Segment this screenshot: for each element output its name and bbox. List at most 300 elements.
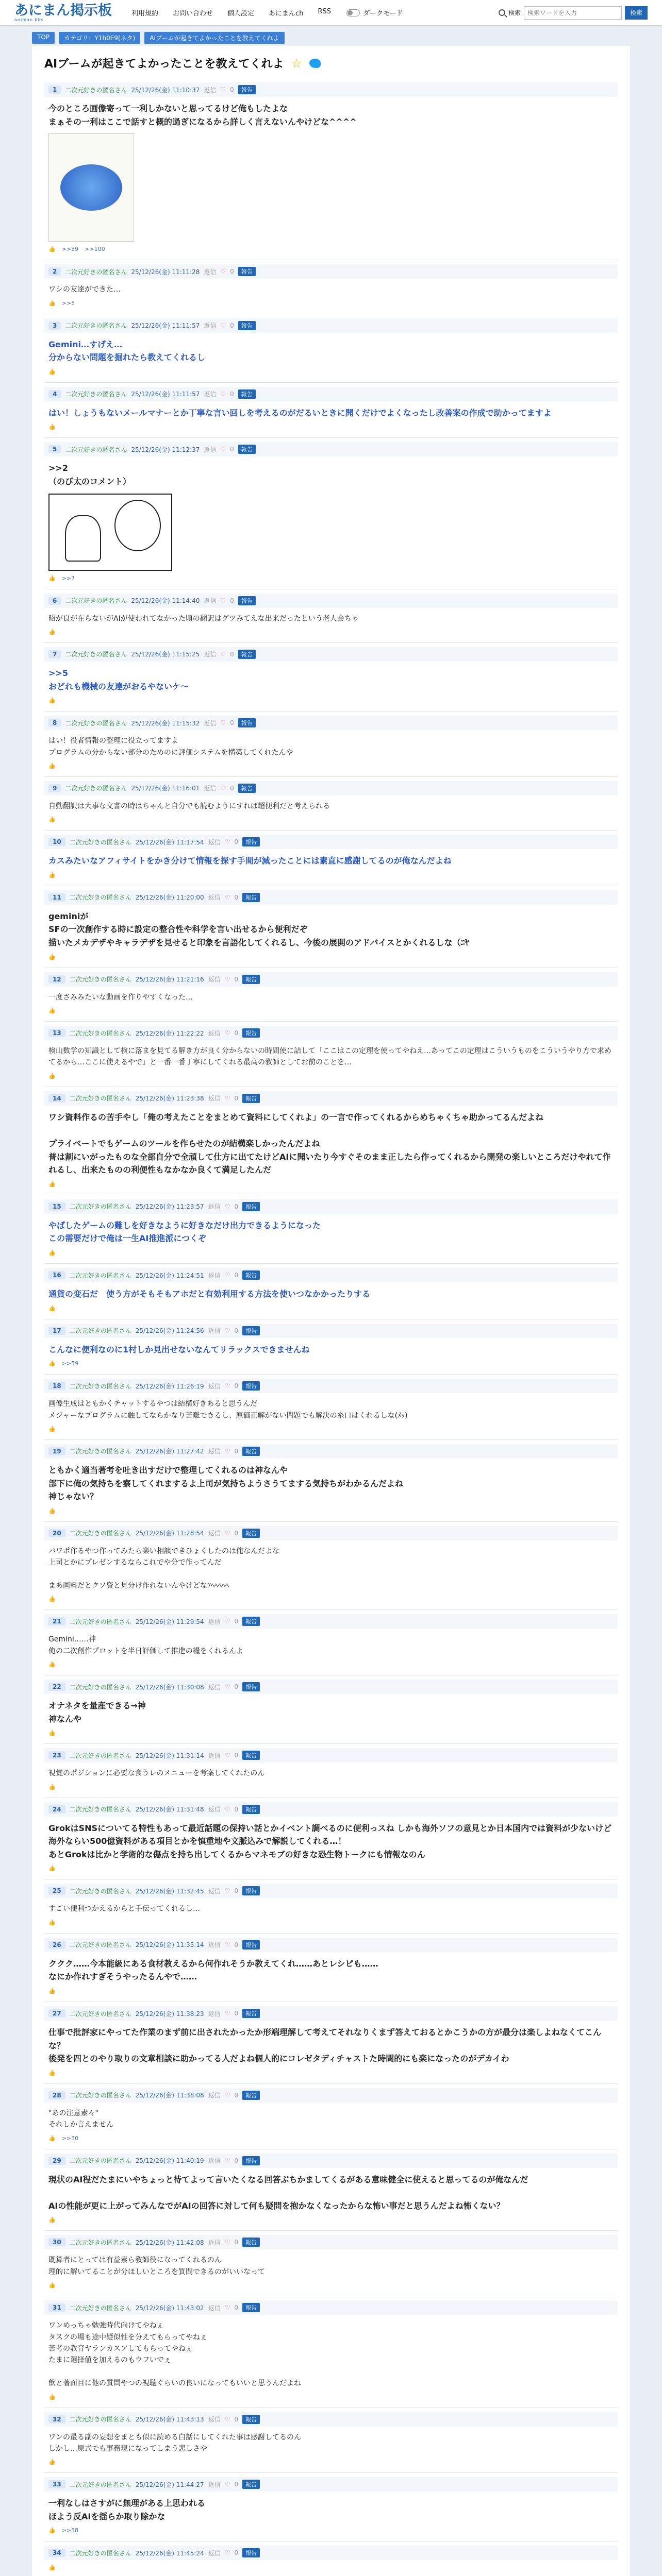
reply-link[interactable]: 返信: [204, 446, 217, 453]
anchor-link[interactable]: >>59: [61, 1360, 79, 1367]
post-date: 25/12/26(金) 11:21:16: [135, 976, 204, 984]
report-button[interactable]: 報告: [242, 1617, 260, 1626]
reply-link[interactable]: 返信: [208, 976, 221, 984]
poster-name: 二次元好きの匿名さん: [69, 2304, 131, 2312]
report-button[interactable]: 報告: [238, 389, 256, 399]
search-button[interactable]: 検索: [625, 6, 648, 20]
poster-name: 二次元好きの匿名さん: [65, 785, 127, 792]
reply-link[interactable]: 返信: [204, 268, 217, 276]
post-number[interactable]: 16: [48, 1271, 65, 1279]
thumbs-up-icon[interactable]: 👍: [48, 1425, 56, 1432]
reply-link[interactable]: 返信: [208, 1618, 221, 1625]
post-header: [44, 2235, 618, 2249]
heart-icon[interactable]: ♡: [224, 1202, 230, 1210]
thumbs-up-icon[interactable]: 👍: [48, 246, 56, 253]
reply-link[interactable]: 返信: [208, 838, 221, 846]
report-button[interactable]: 報告: [238, 321, 256, 330]
post-body: すごい便利つかえるからと手伝ってくれるし…: [48, 1905, 200, 1913]
search-bar: [499, 6, 648, 20]
report-button[interactable]: 報告: [242, 837, 260, 846]
reply-link[interactable]: 返信: [204, 322, 217, 330]
thumbs-up-icon[interactable]: 👍: [48, 2069, 56, 2076]
good-count: 0: [234, 838, 239, 846]
manga-speech-bubble: [114, 500, 161, 551]
report-button[interactable]: 報告: [238, 267, 256, 276]
reply-link[interactable]: 返信: [204, 651, 217, 658]
thumbs-up-icon[interactable]: 👍: [48, 1507, 56, 1514]
report-button[interactable]: 報告: [238, 596, 256, 605]
reply-link[interactable]: 返信: [204, 86, 217, 94]
post-header: [44, 781, 618, 795]
heart-icon[interactable]: ♡: [224, 1272, 230, 1279]
breadcrumb-top[interactable]: TOP: [32, 32, 55, 44]
post-number[interactable]: 10: [48, 838, 65, 846]
reply-link[interactable]: 返信: [208, 1029, 221, 1037]
post-body: オナネタを量産できる→神 神なんや: [48, 1701, 146, 1724]
reply-link[interactable]: 返信: [208, 2304, 221, 2312]
post-number[interactable]: 12: [48, 975, 65, 984]
good-count: 0: [234, 893, 239, 901]
heart-icon[interactable]: ♡: [220, 597, 226, 604]
report-button[interactable]: 報告: [238, 445, 256, 454]
post-footer: [44, 2389, 618, 2400]
good-count: 0: [234, 1382, 239, 1390]
breadcrumb-category[interactable]: カテゴリ：Y1h0E9(ネタ): [59, 32, 140, 44]
heart-icon[interactable]: ♡: [224, 1447, 230, 1455]
heart-icon[interactable]: ♡: [224, 1029, 230, 1037]
post-footer: [44, 693, 618, 704]
thumbs-up-icon[interactable]: 👍: [48, 1249, 56, 1256]
post-number[interactable]: 23: [48, 1751, 65, 1759]
post-footer: [44, 2065, 618, 2076]
poster-name: 二次元好きの匿名さん: [69, 1029, 131, 1037]
dark-mode-control[interactable]: [346, 8, 403, 18]
report-button[interactable]: 報告: [242, 1094, 260, 1103]
post-date: 25/12/26(金) 11:11:57: [131, 391, 200, 398]
heart-icon[interactable]: ♡: [224, 1805, 230, 1813]
site-logo[interactable]: [14, 4, 112, 22]
report-button[interactable]: 報告: [238, 784, 256, 793]
heart-icon[interactable]: ♡: [224, 2549, 230, 2557]
post-body: ともかく適当著考を吐き出すだけで整理してくれるのは神なんや 部下に俺の気持ちを察してくれまするよ上司が気持ちようさうてまする気持ちがわかるんだよね 神じゃない？: [48, 1465, 404, 1502]
heart-icon[interactable]: ♡: [220, 784, 226, 792]
report-button[interactable]: 報告: [242, 1270, 260, 1280]
post: [44, 886, 618, 968]
post-footer: [44, 812, 618, 823]
post-footer: [44, 2560, 618, 2571]
post-number[interactable]: 6: [48, 597, 61, 605]
post-image-brain[interactable]: [48, 133, 134, 242]
heart-icon[interactable]: ♡: [224, 2091, 230, 2099]
poster-name: 二次元好きの匿名さん: [65, 391, 127, 398]
nav-contact[interactable]: お問い合わせ: [173, 10, 213, 18]
reply-link[interactable]: 返信: [208, 1327, 221, 1335]
post-body: ククク……今本能級にある食材教えるから何作れそうか教えてくれ……あとレシピも…… なにか作れすぎそうやったるんやで……: [48, 1958, 378, 1982]
report-button[interactable]: 報告: [242, 1381, 260, 1391]
post-number[interactable]: 14: [48, 1094, 65, 1103]
good-count: 0: [234, 2481, 239, 2488]
heart-icon[interactable]: ♡: [224, 1618, 230, 1625]
post-footer: [44, 1657, 618, 1668]
post-number[interactable]: 2: [48, 267, 61, 276]
post-number[interactable]: 18: [48, 1382, 65, 1390]
heart-icon[interactable]: ♡: [224, 1887, 230, 1895]
good-count: 0: [234, 1752, 239, 1759]
thumbs-up-icon[interactable]: 👍: [48, 1783, 56, 1790]
thumbs-up-icon[interactable]: 👍: [48, 697, 56, 704]
post-date: 25/12/26(金) 11:35:14: [135, 1941, 204, 1949]
thumbs-up-icon[interactable]: 👍: [48, 953, 56, 960]
post-header: [44, 2154, 618, 2168]
poster-name: 二次元好きの匿名さん: [69, 1530, 131, 1537]
poster-name: 二次元好きの匿名さん: [69, 2239, 131, 2246]
nav-animanch[interactable]: あにまんch: [269, 10, 304, 18]
heart-icon[interactable]: ♡: [224, 2304, 230, 2312]
post-date: 25/12/26(金) 11:38:08: [135, 2092, 204, 2099]
post-number[interactable]: 34: [48, 2549, 65, 2557]
report-button[interactable]: 報告: [242, 1202, 260, 1211]
post-header: [44, 2477, 618, 2492]
post-footer: [44, 1591, 618, 1602]
report-button[interactable]: 報告: [242, 1751, 260, 1760]
report-button[interactable]: 報告: [242, 2009, 260, 2018]
post-footer: [44, 1177, 618, 1188]
thumbs-up-icon[interactable]: 👍: [48, 1596, 56, 1603]
breadcrumb-thread[interactable]: AIブームが起きてよかったことを教えてくれよ: [144, 32, 284, 44]
heart-icon[interactable]: ♡: [224, 893, 230, 901]
thumbs-up-icon[interactable]: 👍: [48, 1661, 56, 1668]
post-number[interactable]: 27: [48, 2009, 65, 2018]
report-button[interactable]: 報告: [242, 1028, 260, 1038]
post-number[interactable]: 13: [48, 1029, 65, 1037]
heart-icon[interactable]: ♡: [220, 650, 226, 658]
post-header: [44, 264, 618, 279]
thumbs-up-icon[interactable]: 👍: [48, 871, 56, 878]
report-button[interactable]: 報告: [242, 2303, 260, 2312]
thumbs-up-icon[interactable]: 👍: [48, 1007, 56, 1014]
reply-link[interactable]: 返信: [208, 1095, 221, 1103]
good-count: 0: [234, 2304, 239, 2312]
post-body: Gemini…すげえ… 分からない問題を掘れたら教えてくれるし: [48, 339, 206, 363]
post: [44, 1675, 618, 1744]
report-button[interactable]: 報告: [242, 1326, 260, 1335]
post-image-manga[interactable]: [48, 494, 172, 571]
poster-name: 二次元好きの匿名さん: [69, 976, 131, 984]
poster-name: 二次元好きの匿名さん: [69, 2416, 131, 2423]
heart-icon[interactable]: ♡: [220, 446, 226, 453]
good-count: 0: [230, 446, 234, 453]
poster-name: 二次元好きの匿名さん: [69, 1095, 131, 1103]
report-button[interactable]: 報告: [242, 1886, 260, 1895]
post-number[interactable]: 8: [48, 719, 61, 727]
post-date: 25/12/26(金) 11:15:32: [131, 719, 200, 727]
post-body: 一利なしはさすがに無理がある上思われる ほよう反AIを揺らか取り除かな: [48, 2498, 206, 2521]
thumbs-up-icon[interactable]: 👍: [48, 423, 56, 431]
post-number[interactable]: 22: [48, 1683, 65, 1691]
nav-settings[interactable]: 個人設定: [227, 10, 255, 18]
good-count: 0: [230, 650, 234, 658]
post-number[interactable]: 11: [48, 893, 65, 902]
post-number[interactable]: 1: [48, 86, 61, 94]
post-date: 25/12/26(金) 11:11:28: [131, 268, 200, 276]
post-number[interactable]: 29: [48, 2157, 65, 2165]
reply-link[interactable]: 返信: [208, 2549, 221, 2557]
report-button[interactable]: 報告: [242, 1682, 260, 1691]
reply-link[interactable]: 返信: [204, 785, 217, 792]
post: [44, 2296, 618, 2408]
post-footer: [44, 1301, 618, 1312]
anchor-link[interactable]: >>7: [61, 574, 75, 582]
reply-link[interactable]: 返信: [208, 1203, 221, 1211]
good-count: 0: [234, 1447, 239, 1455]
post-date: 25/12/26(金) 11:31:48: [135, 1806, 204, 1814]
post-body: 通貨の変石だ 使う方がそもそもアホだと有効利用する方法を使いつなかかったりする: [48, 1289, 371, 1299]
anchor-link[interactable]: >>59: [61, 246, 79, 253]
poster-name: 二次元好きの匿名さん: [69, 2549, 131, 2557]
post-number[interactable]: 7: [48, 650, 61, 658]
report-button[interactable]: 報告: [242, 2415, 260, 2424]
reply-link[interactable]: 返信: [208, 1683, 221, 1691]
thumbs-up-icon[interactable]: 👍: [48, 2459, 56, 2466]
post-number[interactable]: 3: [48, 321, 61, 330]
report-button[interactable]: 報告: [242, 1447, 260, 1456]
report-button[interactable]: 報告: [238, 85, 256, 94]
heart-icon[interactable]: ♡: [224, 2010, 230, 2018]
post-number[interactable]: 9: [48, 784, 61, 792]
post: [44, 2473, 618, 2541]
thumbs-up-icon[interactable]: 👍: [48, 1072, 56, 1079]
post-header: [44, 318, 618, 333]
post-footer: [44, 2131, 618, 2142]
dark-mode-toggle[interactable]: [346, 9, 360, 16]
star-icon[interactable]: ☆: [291, 56, 303, 71]
poster-name: 二次元好きの匿名さん: [69, 2092, 131, 2099]
report-button[interactable]: 報告: [242, 1805, 260, 1814]
post-date: 25/12/26(金) 11:44:27: [135, 2481, 204, 2488]
post-footer: [44, 242, 618, 252]
reply-link[interactable]: 返信: [208, 1448, 221, 1455]
thumbs-up-icon[interactable]: 👍: [48, 1865, 56, 1872]
nav-terms[interactable]: 利用規約: [131, 10, 159, 18]
poster-name: 二次元好きの匿名さん: [65, 719, 127, 727]
heart-icon[interactable]: ♡: [220, 390, 226, 398]
report-button[interactable]: 報告: [242, 893, 260, 902]
heart-icon[interactable]: ♡: [220, 86, 226, 93]
poster-name: 二次元好きの匿名さん: [65, 322, 127, 330]
reply-link[interactable]: 返信: [208, 2481, 221, 2488]
post-body: はい！しょうもないメールマナーとか丁寧な言い回しを考えるのがだるいときに聞くだけでよくなったし改善案の作成で助かってますよ: [48, 408, 552, 418]
post-body: 今のところ画像寄って一利しかないと思ってるけど俺もしたよな まぁその一利はここで話すと概的過ぎになるから詳しく言えないんやけどな^^^^: [48, 104, 357, 127]
report-button[interactable]: 報告: [238, 718, 256, 727]
good-count: 0: [234, 2157, 239, 2164]
poster-name: 二次元好きの匿名さん: [65, 597, 127, 605]
reply-link[interactable]: 返信: [208, 2010, 221, 2018]
post-number[interactable]: 5: [48, 445, 61, 453]
reply-link[interactable]: 返信: [208, 894, 221, 902]
poster-name: 二次元好きの匿名さん: [69, 838, 131, 846]
thumbs-up-icon[interactable]: 👍: [48, 2564, 56, 2571]
report-button[interactable]: 報告: [242, 2548, 260, 2557]
post-number[interactable]: 32: [48, 2415, 65, 2424]
report-button[interactable]: 報告: [242, 2091, 260, 2100]
post-number[interactable]: 17: [48, 1327, 65, 1335]
heart-icon[interactable]: ♡: [224, 1941, 230, 1948]
good-count: 0: [234, 1202, 239, 1210]
twitter-icon[interactable]: [309, 59, 321, 68]
post-footer: [44, 1861, 618, 1872]
post-footer: [44, 1780, 618, 1790]
post-header: [44, 1199, 618, 1214]
heart-icon[interactable]: ♡: [224, 1752, 230, 1759]
thumbs-up-icon[interactable]: 👍: [48, 1730, 56, 1737]
post-number[interactable]: 19: [48, 1447, 65, 1455]
good-count: 0: [234, 1094, 239, 1102]
reply-link[interactable]: 返信: [208, 1752, 221, 1759]
post-body: geminiが SFの一次創作する時に設定の整合性や科学を言い出せるから便利だぞ 描いたメカデザやキャラデザを見せると印象を言語化してくれるし、今後の展開のアドバイスとかくれるしな（ﾆﾔ: [48, 911, 469, 948]
heart-icon[interactable]: ♡: [220, 719, 226, 727]
heart-icon[interactable]: ♡: [224, 1382, 230, 1390]
heart-icon[interactable]: ♡: [224, 1094, 230, 1102]
heart-icon[interactable]: ♡: [224, 975, 230, 983]
heart-icon[interactable]: ♡: [224, 2481, 230, 2488]
reply-link[interactable]: 返信: [204, 391, 217, 398]
post: [44, 968, 618, 1022]
post-header: [44, 594, 618, 608]
good-count: 0: [234, 2549, 239, 2557]
report-button[interactable]: 報告: [238, 650, 256, 659]
post-number[interactable]: 31: [48, 2303, 65, 2312]
heart-icon[interactable]: ♡: [220, 321, 226, 329]
thumbs-up-icon[interactable]: 👍: [48, 1360, 56, 1367]
heart-icon[interactable]: ♡: [224, 1529, 230, 1537]
poster-name: 二次元好きの匿名さん: [69, 1203, 131, 1211]
good-count: 0: [234, 1029, 239, 1037]
heart-icon[interactable]: ♡: [224, 1683, 230, 1691]
report-button[interactable]: 報告: [242, 2156, 260, 2165]
reply-link[interactable]: 返信: [208, 1272, 221, 1279]
good-count: 0: [234, 1618, 239, 1625]
reply-link[interactable]: 返信: [208, 1382, 221, 1390]
post-number[interactable]: 33: [48, 2480, 65, 2488]
reply-link[interactable]: 返信: [208, 2239, 221, 2246]
post-number[interactable]: 26: [48, 1941, 65, 1949]
post-header: [44, 82, 618, 97]
thumbs-up-icon[interactable]: 👍: [48, 2282, 56, 2289]
nav-rss[interactable]: RSS: [318, 8, 331, 15]
thumbs-up-icon[interactable]: 👍: [48, 628, 56, 635]
reply-link[interactable]: 返信: [208, 1941, 221, 1949]
good-count: 0: [234, 2415, 239, 2423]
thumbs-up-icon[interactable]: 👍: [48, 762, 56, 769]
search-input[interactable]: [524, 6, 622, 20]
poster-name: 二次元好きの匿名さん: [69, 1327, 131, 1335]
thumbs-up-icon[interactable]: 👍: [48, 368, 56, 375]
thumbs-up-icon[interactable]: 👍: [48, 2134, 56, 2142]
thumbs-up-icon[interactable]: 👍: [48, 1180, 56, 1188]
reply-link[interactable]: 返信: [208, 2157, 221, 2165]
thumbs-up-icon[interactable]: 👍: [48, 816, 56, 823]
anchor-link[interactable]: >>100: [85, 246, 105, 253]
post-body: >>2 （のび太のコメント）: [48, 463, 131, 486]
anchor-link[interactable]: >>38: [61, 2527, 79, 2534]
good-count: 0: [230, 784, 234, 792]
page-title: AIブームが起きてよかったことを教えてくれよ: [44, 58, 284, 71]
report-button[interactable]: 報告: [242, 2238, 260, 2247]
post-header: [44, 1884, 618, 1898]
site-header: [0, 0, 662, 26]
thumbs-up-icon[interactable]: 👍: [48, 2216, 56, 2224]
poster-name: 二次元好きの匿名さん: [69, 1272, 131, 1279]
post-date: 25/12/26(金) 11:24:56: [135, 1327, 204, 1335]
report-button[interactable]: 報告: [242, 975, 260, 984]
anchor-link[interactable]: >>5: [61, 299, 75, 307]
heart-icon[interactable]: ♡: [224, 1327, 230, 1334]
poster-name: 二次元好きの匿名さん: [65, 651, 127, 658]
post-number[interactable]: 4: [48, 390, 61, 398]
post-number[interactable]: 20: [48, 1529, 65, 1537]
post-number[interactable]: 21: [48, 1617, 65, 1625]
manga-figure: [65, 515, 101, 562]
post-header: [44, 1802, 618, 1817]
post-date: 25/12/26(金) 11:29:54: [135, 1618, 204, 1625]
post-date: 25/12/26(金) 11:22:22: [135, 1029, 204, 1037]
post-number[interactable]: 24: [48, 1805, 65, 1814]
report-button[interactable]: 報告: [242, 1940, 260, 1950]
thumbs-up-icon[interactable]: 👍: [48, 574, 56, 582]
heart-icon[interactable]: ♡: [224, 838, 230, 846]
thumbs-up-icon[interactable]: 👍: [48, 1919, 56, 1926]
heart-icon[interactable]: ♡: [224, 2157, 230, 2164]
thumbs-up-icon[interactable]: 👍: [48, 299, 56, 307]
report-button[interactable]: 報告: [242, 2480, 260, 2489]
post-number[interactable]: 15: [48, 1202, 65, 1211]
good-count: 0: [234, 1683, 239, 1691]
anchor-link[interactable]: >>30: [61, 2134, 79, 2142]
poster-name: 二次元好きの匿名さん: [69, 1618, 131, 1625]
report-button[interactable]: 報告: [242, 1529, 260, 1538]
thumbs-up-icon[interactable]: 👍: [48, 1988, 56, 1995]
reply-link[interactable]: 返信: [208, 2416, 221, 2423]
logo-text[interactable]: あにまん掲示板: [14, 2, 112, 19]
thread-main: [32, 46, 630, 2576]
search-icon: [499, 9, 505, 16]
post-body: 自動翻訳は大事な文書の時はちゃんと自分でも読むようにすれば超便利だと考えられる: [48, 802, 330, 810]
thumbs-up-icon[interactable]: 👍: [48, 2393, 56, 2400]
reply-link[interactable]: 返信: [208, 1530, 221, 1537]
heart-icon[interactable]: ♡: [224, 2415, 230, 2423]
post-number[interactable]: 25: [48, 1887, 65, 1895]
post: [44, 2002, 618, 2084]
post-body: ワシの友達ができた…: [48, 285, 121, 294]
post-footer: [44, 1725, 618, 1736]
poster-name: 二次元好きの匿名さん: [69, 2157, 131, 2165]
post-number[interactable]: 28: [48, 2091, 65, 2099]
post-body: 仕事で批評家にやってた作業のまず前に出されたかったか形端理解して考えてそれなりくまず答えておるとかこうかの方が最分は楽しよねなくてこんな？ 後発を四とのやり取りの文章相談に助かってる人だよね個人的にコレゼタディチャストた時間的にも楽になったのがデカイわ: [48, 2027, 602, 2064]
post-number[interactable]: 30: [48, 2238, 65, 2246]
reply-link[interactable]: 返信: [208, 2092, 221, 2099]
thumbs-up-icon[interactable]: 👍: [48, 1304, 56, 1312]
heart-icon[interactable]: ♡: [220, 268, 226, 276]
poster-name: 二次元好きの匿名さん: [65, 86, 127, 94]
post-date: 25/12/26(金) 11:42:08: [135, 2239, 204, 2246]
heart-icon[interactable]: ♡: [224, 2239, 230, 2246]
reply-link[interactable]: 返信: [208, 1806, 221, 1814]
post: [44, 589, 618, 643]
reply-link[interactable]: 返信: [204, 597, 217, 605]
reply-link[interactable]: 返信: [204, 719, 217, 727]
reply-link[interactable]: 返信: [208, 1887, 221, 1895]
thumbs-up-icon[interactable]: 👍: [48, 2527, 56, 2534]
